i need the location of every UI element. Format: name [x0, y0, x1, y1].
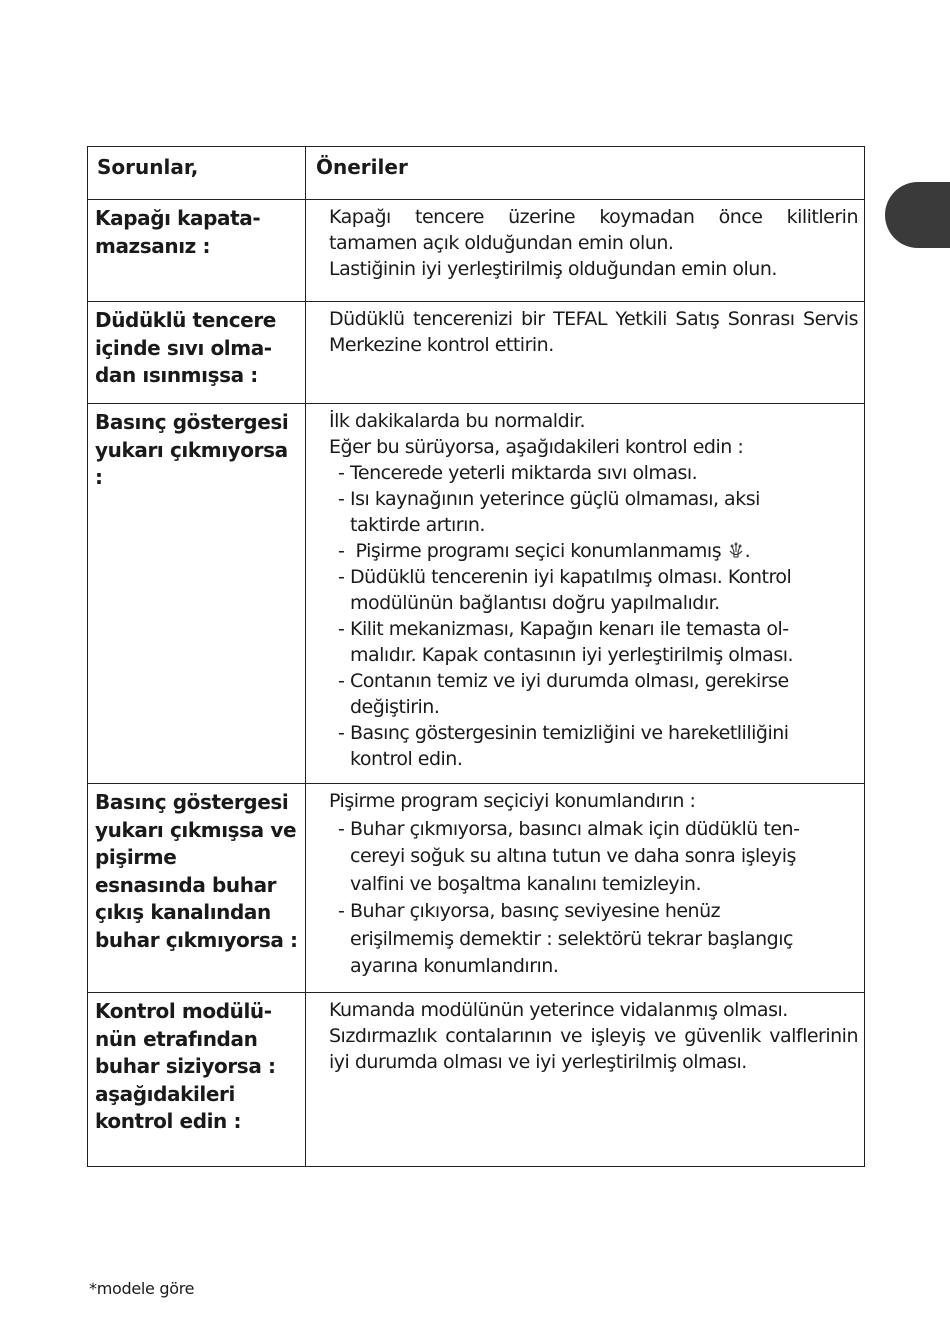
table-header-row: [88, 147, 865, 200]
dash: -: [338, 670, 345, 692]
problem-cell: [88, 993, 306, 1167]
list-item: [329, 460, 858, 486]
item-line: valfini ve boşaltma kanalını temizleyin.: [350, 872, 702, 895]
item-line: Pişirme programı seçici konumlanmamış: [355, 540, 722, 562]
item-line: Düdüklü tencerenin iyi kapatılmış olması. Kontrol: [350, 566, 792, 588]
problem-line: Düdüklü tencere: [95, 308, 276, 332]
item-line: .: [744, 540, 751, 562]
problem-line: aşağıdakileri: [95, 1081, 235, 1106]
dash: -: [338, 722, 345, 744]
problem-line: çıkış kanalından: [95, 900, 271, 924]
suggestion-cell: [306, 200, 865, 302]
list-item: [329, 720, 858, 772]
suggestion-cell: [306, 784, 865, 993]
troubleshooting-table: [87, 146, 865, 1167]
dash: -: [338, 488, 345, 510]
problem-line: içinde sıvı olma-: [95, 335, 272, 360]
list-item: [329, 538, 858, 564]
problem-line: kontrol edin :: [95, 1109, 242, 1133]
problem-cell: [88, 404, 306, 784]
problem-line: nün etrafından: [95, 1026, 258, 1051]
dash: -: [338, 618, 345, 640]
suggestion-cell: [306, 302, 865, 404]
problem-line: Kapağı kapata-: [95, 206, 261, 230]
problem-line: pişirme: [95, 845, 177, 869]
table-row: [88, 200, 865, 302]
item-line: Buhar çıkmıyorsa, basıncı almak için düdüklü ten-: [350, 817, 800, 840]
item-line: ayarına konumlandırın.: [350, 955, 559, 977]
problem-line: dan ısınmışsa :: [95, 363, 258, 387]
item-line: Isı kaynağının yeterince güçlü olmaması, aksi: [350, 488, 760, 510]
item-line: taktirde artırın.: [350, 514, 485, 536]
suggestion-intro: Pişirme program seçiciyi konumlandırın :: [329, 790, 696, 812]
suggestion-cell: [306, 404, 865, 784]
suggestion-intro: İlk dakikalarda bu normaldir.: [329, 410, 586, 432]
list-item: [329, 616, 858, 668]
problem-line: Basınç göstergesi: [95, 410, 289, 434]
problem-line: esnasında buhar: [95, 872, 277, 897]
list-item: [329, 486, 858, 538]
item-line: Tencerede yeterli miktarda sıvı olması.: [350, 462, 698, 484]
item-line: erişilmemiş demektir : selektörü tekrar başlangıç: [350, 927, 793, 950]
list-item: [329, 668, 858, 720]
problem-line: yukarı çıkmıyorsa :: [95, 437, 288, 489]
suggestion-paragraph: Sızdırmazlık contalarının ve işleyiş ve güvenlik valflerinin iyi durumda olması ve iyi yerleştirilmiş olması.: [329, 1025, 858, 1073]
dash: -: [338, 540, 345, 562]
dash: -: [338, 462, 345, 484]
header-suggestions: Öneriler: [306, 147, 865, 200]
suggestion-cell: [306, 993, 865, 1167]
problem-line: yukarı çıkmışsa ve: [95, 817, 297, 842]
problem-line: Basınç göstergesi: [95, 790, 289, 814]
steam-icon: [727, 542, 745, 560]
dash: -: [338, 566, 345, 588]
table-row: [88, 404, 865, 784]
problem-cell: [88, 200, 306, 302]
item-line: Contanın temiz ve iyi durumda olması, gerekirse: [350, 670, 789, 692]
item-line: Kilit mekanizması, Kapağın kenarı ile temasta ol-: [350, 618, 789, 640]
problem-line: buhar siziyorsa :: [95, 1054, 276, 1078]
list-item: [329, 564, 858, 616]
table-row: [88, 302, 865, 404]
problem-cell: [88, 784, 306, 993]
suggestion-intro: Eğer bu sürüyorsa, aşağıdakileri kontrol edin :: [329, 436, 744, 458]
problem-line: mazsanız :: [95, 233, 211, 258]
problem-line: buhar çıkmıyorsa :: [95, 927, 298, 952]
item-line: malıdır. Kapak contasının iyi yerleştirilmiş olması.: [350, 644, 794, 666]
section-tab: [885, 182, 950, 248]
suggestion-paragraph: Düdüklü tencerenizi bir TEFAL Yetkili Satış Sonrası Servis Merkezine kontrol ettirin.: [329, 308, 858, 356]
table-row: [88, 993, 865, 1167]
item-line: değiştirin.: [350, 696, 440, 718]
list-item: [329, 898, 858, 981]
dash: -: [338, 900, 345, 922]
footnote: *modele göre: [89, 1279, 195, 1298]
item-line: modülünün bağlantısı doğru yapılmalıdır.: [350, 592, 720, 614]
list-item: [329, 816, 858, 899]
suggestion-paragraph: Kumanda modülünün yeterince vidalanmış olması.: [329, 999, 788, 1021]
item-line: cereyi soğuk su altına tutun ve daha sonra işleyiş: [350, 845, 796, 867]
header-problems: Sorunlar,: [88, 147, 306, 200]
dash: -: [338, 817, 345, 840]
item-line: Buhar çıkıyorsa, basınç seviyesine henüz: [350, 900, 721, 922]
problem-line: Kontrol modülü-: [95, 999, 272, 1023]
table-row: [88, 784, 865, 993]
problem-cell: [88, 302, 306, 404]
suggestion-paragraph: Kapağı tencere üzerine koymadan önce kilitlerin tamamen açık olduğundan emin olun.: [329, 206, 858, 254]
item-line: Basınç göstergesinin temizliğini ve hareketliliğini: [350, 722, 789, 744]
item-line: kontrol edin.: [350, 748, 463, 770]
suggestion-paragraph: Lastiğinin iyi yerleştirilmiş olduğundan emin olun.: [329, 258, 777, 280]
